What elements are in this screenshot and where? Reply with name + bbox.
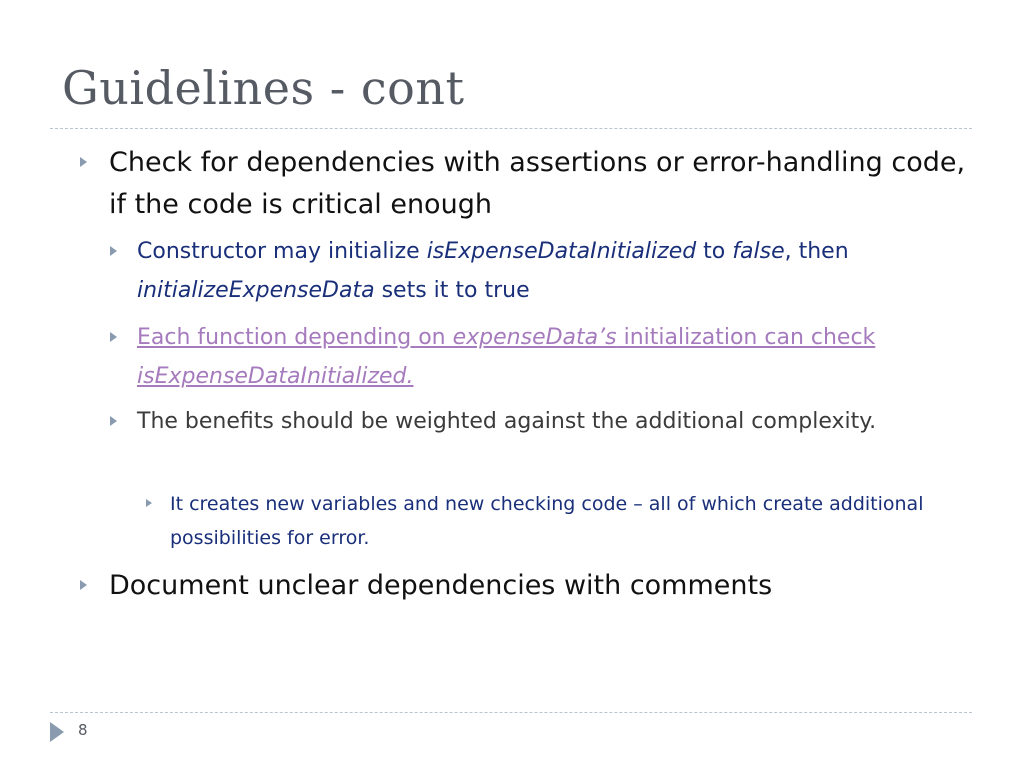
bullet-arrow-icon [110,332,117,342]
link-text[interactable]: Each function depending on expenseData’s initialization can check isExpenseDataInitialized. [137,325,876,389]
subsubbullet-new-variables [146,487,976,555]
bullet-text: It creates new variables and new checking code – all of which create additional possibilities for error. [170,493,924,549]
footer-divider [50,712,972,713]
bullet-arrow-icon [80,157,87,167]
bullet-arrow-icon [110,246,117,256]
bullet-arrow-icon [80,580,87,590]
subbullet-constructor [110,232,980,310]
bullet-arrow-icon [110,416,117,426]
subbullet-each-function-link[interactable] [110,318,980,396]
bullet-check-dependencies [80,142,990,226]
bullet-text: Check for dependencies with assertions or error-handling code, if the code is critical enough [109,147,966,220]
title-divider [50,128,972,129]
bullet-text: Constructor may initialize isExpenseDataInitialized to false, then initializeExpenseData sets it to true [137,239,849,303]
bullet-text: The benefits should be weighted against the additional complexity. [137,409,877,434]
bullet-arrow-icon [146,499,152,507]
subbullet-benefits [110,402,980,441]
page-number: 8 [78,721,88,739]
slide-title: Guidelines - cont [62,61,465,115]
footer-triangle-icon [50,722,64,742]
bullet-document-dependencies [80,565,990,607]
bullet-text: Document unclear dependencies with comments [109,570,773,601]
